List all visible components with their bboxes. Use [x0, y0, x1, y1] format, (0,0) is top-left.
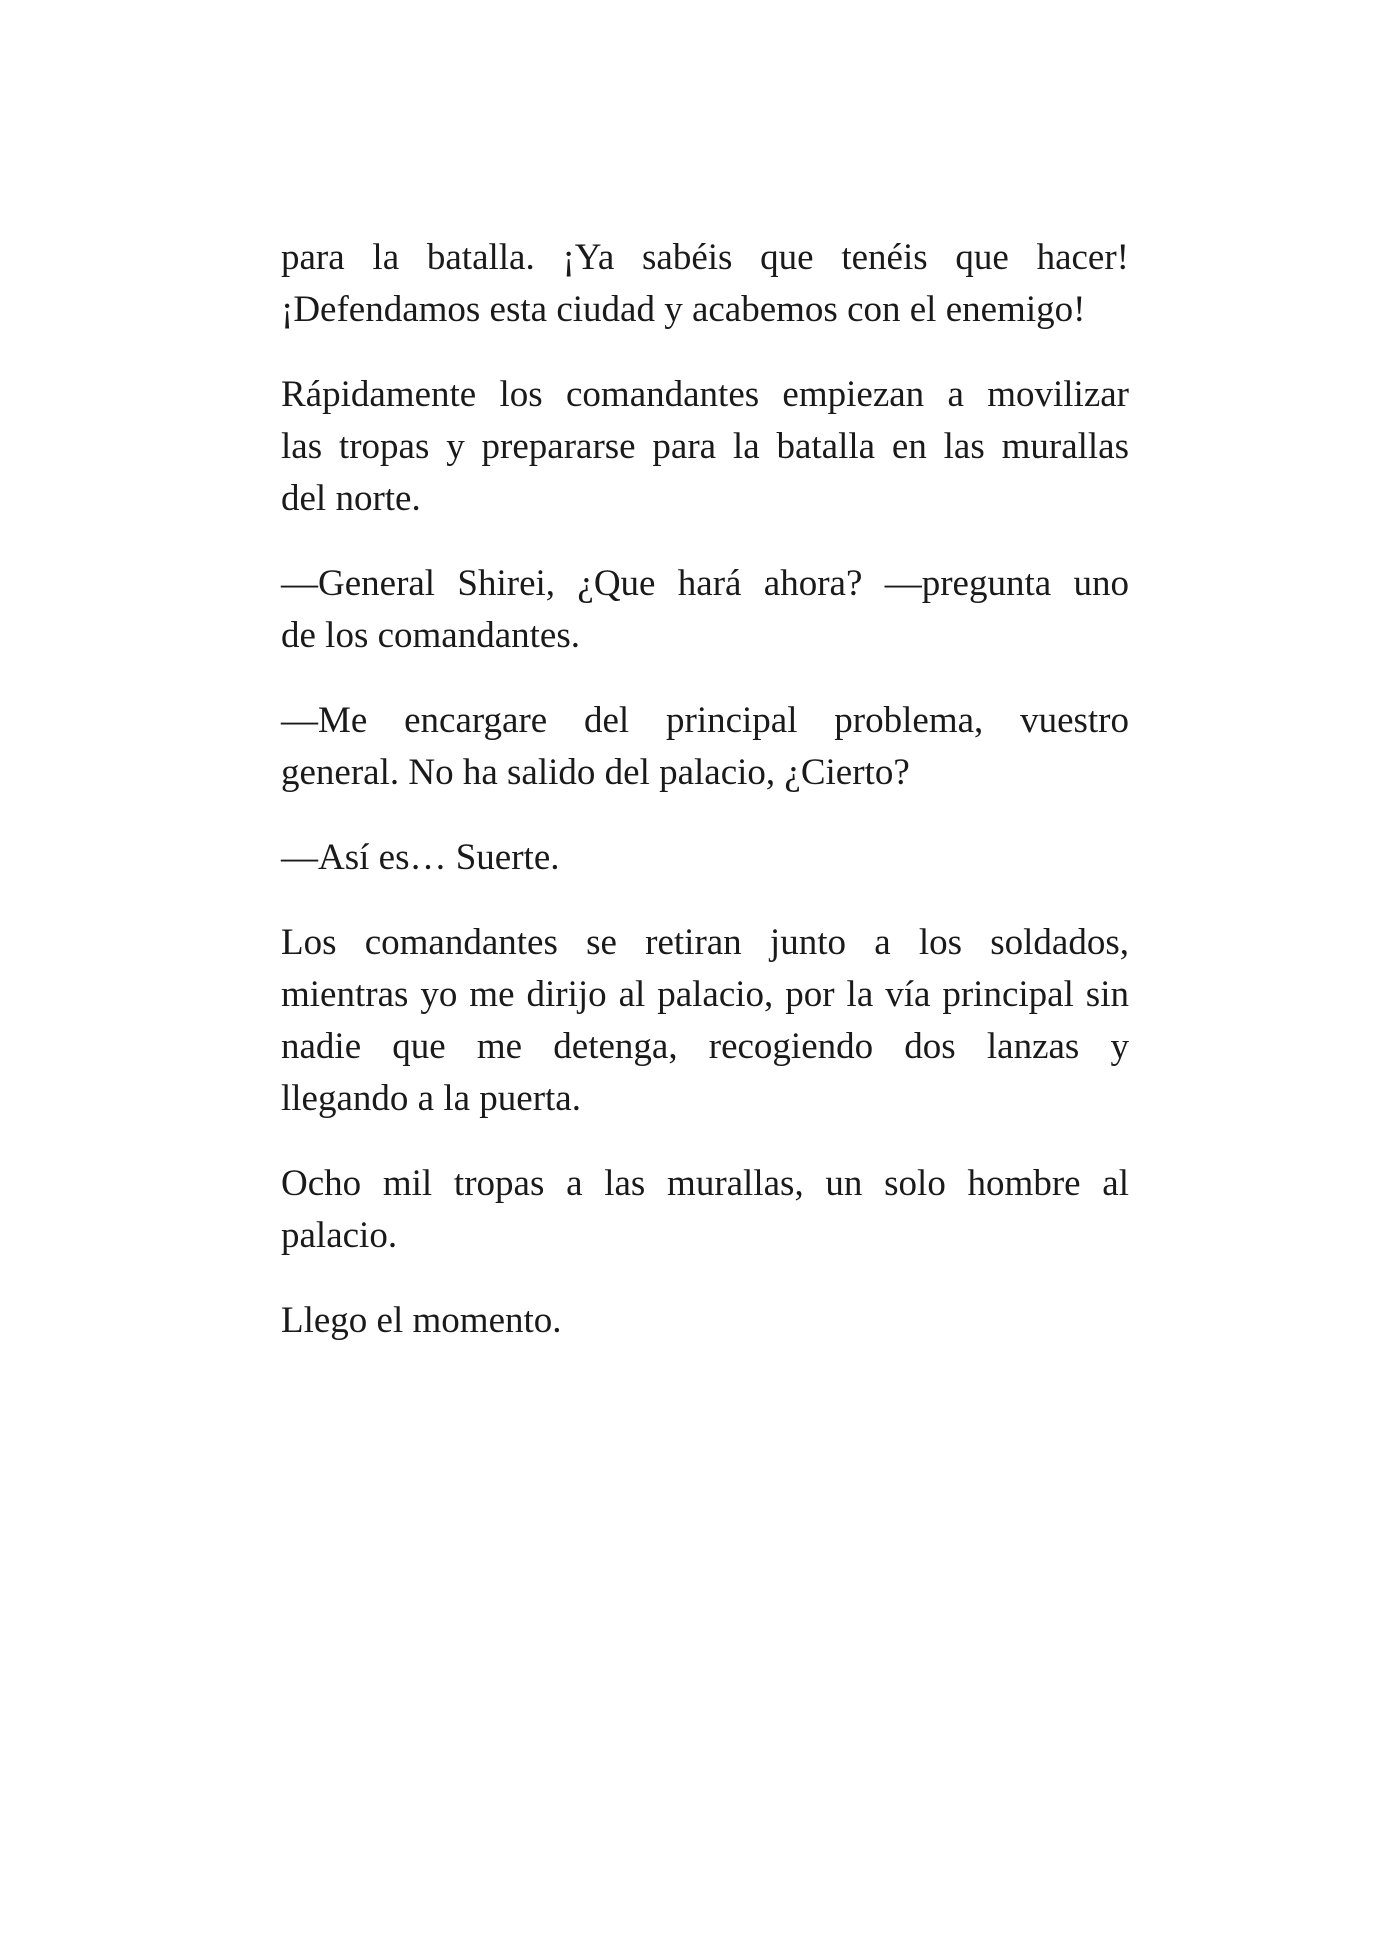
page-body-text	[281, 232, 1129, 1380]
paragraph-line: —General Shirei, ¿Que hará ahora? —pregunta uno	[281, 563, 1129, 604]
paragraph-line: llegando a la puerta.	[281, 1078, 581, 1119]
paragraph-6	[281, 917, 1129, 1125]
paragraph-1	[281, 232, 1129, 336]
paragraph-line: de los comandantes.	[281, 615, 580, 656]
paragraph-3	[281, 558, 1129, 662]
paragraph-line: Llego el momento.	[281, 1300, 562, 1341]
paragraph-line: —Me encargare del principal problema, vuestro	[281, 700, 1129, 741]
paragraph-line: ¡Defendamos esta ciudad y acabemos con el enemigo!	[281, 289, 1086, 330]
paragraph-line: mientras yo me dirijo al palacio, por la vía principal sin	[281, 974, 1129, 1015]
paragraph-line: Los comandantes se retiran junto a los soldados,	[281, 922, 1129, 963]
paragraph-line: general. No ha salido del palacio, ¿Cierto?	[281, 752, 910, 793]
paragraph-line: para la batalla. ¡Ya sabéis que tenéis que hacer!	[281, 237, 1129, 278]
paragraph-7	[281, 1158, 1129, 1262]
paragraph-line: Rápidamente los comandantes empiezan a movilizar	[281, 374, 1129, 415]
paragraph-line: del norte.	[281, 478, 421, 519]
paragraph-8	[281, 1295, 1129, 1347]
paragraph-line: Ocho mil tropas a las murallas, un solo hombre al	[281, 1163, 1129, 1204]
paragraph-line: las tropas y prepararse para la batalla en las murallas	[281, 426, 1129, 467]
paragraph-line: palacio.	[281, 1215, 398, 1256]
paragraph-line: —Así es… Suerte.	[281, 837, 560, 878]
paragraph-5	[281, 832, 1129, 884]
paragraph-line: nadie que me detenga, recogiendo dos lanzas y	[281, 1026, 1129, 1067]
paragraph-4	[281, 695, 1129, 799]
paragraph-2	[281, 369, 1129, 525]
